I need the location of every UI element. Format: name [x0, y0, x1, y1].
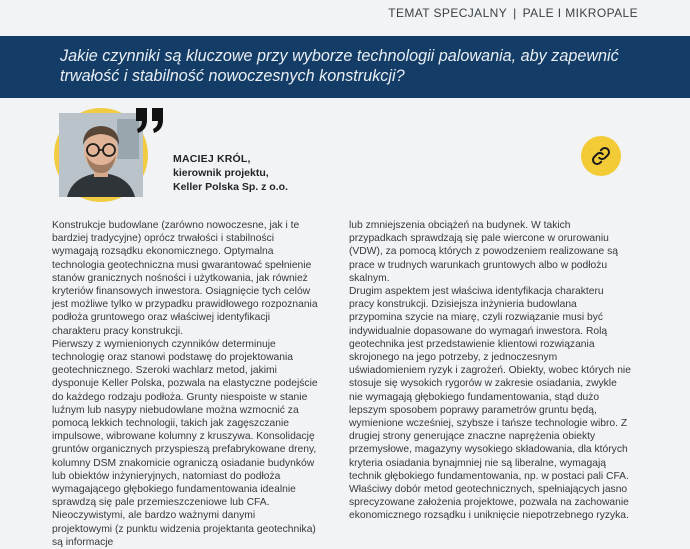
banner-question: Jakie czynniki są kluczowe przy wyborze technologii palowania, aby zapewnić trwałość i stabilność nowoczesnych konstrukcji? [60, 47, 619, 85]
paragraph: Nieoczywistymi, ale bardzo ważnymi danymi projektowymi (z punktu widzenia projektanta geotechnika) są informacje [52, 510, 316, 548]
section-separator: | [513, 6, 517, 20]
author-company: Keller Polska Sp. z o.o. [173, 181, 288, 193]
link-button[interactable] [581, 136, 621, 176]
author-block [173, 152, 288, 194]
question-banner [0, 36, 690, 98]
topic-label: PALE I MIKROPALE [522, 6, 638, 20]
section-tag [388, 6, 638, 20]
paragraph: lub zmniejszenia obciążeń na budynek. W takich przypadkach sprawdzają się pale wiercone w orurowaniu (VDW), za pomocą których z powodzeniem realizowane są prace w trudnych warunkach gruntowych albo w podłożu skalnym. [349, 220, 618, 284]
paragraph: Pierwszy z wymienionych czynników determinuje technologię oraz stanowi podstawę do projektowania geotechnicznego. Szeroki wachlarz metod, jakimi dysponuje Keller Polska, pozwala na elastyczne podejście do każdego rodzaju podłoża. Grunty niespoiste w stanie luźnym lub nasypy niebudowlane można wzmocnić za pomocą lekkich technologii, takich jak zagęszczanie impulsowe, wibrowane kolumny z kruszywa. Konsolidację gruntów organicznych przyspieszą prefabrykowane dreny, kolumny DSM znakomicie ograniczą osiadanie budynków lub obiektów inżynieryjnych, natomiast do podłoża wymagającego głębokiego fundamentowania idealnie sprawdzą się pale przemieszczeniowe lub CFA. [52, 338, 318, 509]
author-role: kierownik projektu, [173, 167, 269, 179]
article-column-right [349, 219, 631, 523]
paragraph: Konstrukcje budowlane (zarówno nowoczesne, jak i te bardziej tradycyjne) oprócz trwałości i stabilności wymagają rozsądku ekonomicznego. Optymalna technologia geotechniczna musi gwarantować spełnienie stanów granicznych nośności i użytkowania, jak również kryteriów finansowych inwestora. Osiągnięcie tych celów jest możliwe tylko w przypadku prawidłowego rozpoznania podłoża gruntowego oraz właściwej identyfikacji charakteru pracy konstrukcji. [52, 220, 318, 337]
section-label: TEMAT SPECJALNY [388, 6, 508, 20]
link-icon [590, 145, 612, 167]
avatar [59, 113, 143, 197]
author-name: MACIEJ KRÓL, [173, 153, 251, 165]
article-column-left [52, 219, 318, 549]
paragraph: Drugim aspektem jest właściwa identyfikacja charakteru pracy konstrukcji. Dzisiejsza inżynieria budowlana przypomina szycie na miarę, czyli rozwiązanie musi być indywidualnie dopasowane do wymagań inwestora. Rolą geotechnika jest przedstawienie klientowi rozwiązania skrojonego na jego potrzeby, z jednoczesnym uświadomieniem ryzyk i zagrożeń. Obiekty, wobec których nie stosuje się wysokich rygorów w zakresie osiadania, zwykle nie wymagają głębokiego fundamentowania, stąd dużo lepszym sposobem poprawy parametrów gruntu będą, wymienione wcześniej, szybsze i tańsze technologie wibro. Z drugiej strony generujące znaczne naprężenia obiekty przemysłowe, magazyny wysokiego składowania, dla których kryteria osiadania bynajmniej nie są liberalne, wymagają technik głębokiego fundamentowania, np. w postaci pali CFA. Właściwy dobór metod geotechnicznych, spełniających jasno sprecyzowane założenia projektowe, pozwala na zachowanie ekonomicznego rozsądku i uniknięcie niepotrzebnego ryzyka. [349, 286, 631, 522]
quote-icon [134, 106, 166, 139]
